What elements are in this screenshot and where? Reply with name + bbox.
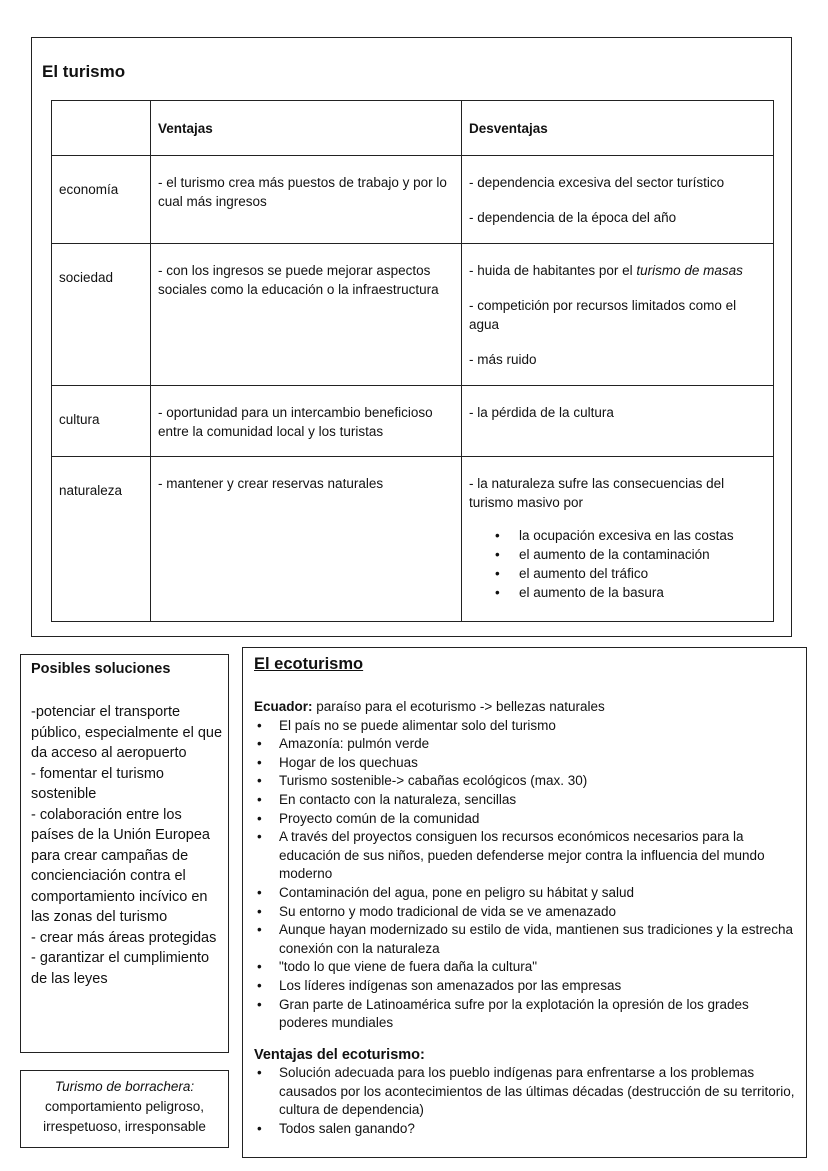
ecotourism-content: [254, 698, 799, 1139]
row-category: cultura: [52, 386, 151, 457]
bullet-list: [469, 526, 766, 602]
list-item: • Solución adecuada para los pueblo indígenas para enfrentarse a los problemas causados por los acontecimientos de las últimas décadas (destrucción de su territorio, cultura de dependencia): [279, 1064, 799, 1120]
list-item: - crear más áreas protegidas: [31, 929, 217, 946]
header-desventajas: Desventajas: [462, 101, 774, 156]
table-row: [52, 156, 774, 244]
desventaja-item: - la naturaleza sufre las consecuencias del turismo masivo por: [469, 476, 725, 510]
list-item: - garantizar el cumplimiento de las leyes: [31, 950, 210, 987]
list-item: • Amazonía: pulmón verde: [279, 735, 799, 754]
desventaja-item: - más ruido: [469, 352, 537, 367]
ecotourism-intro: [254, 698, 799, 717]
list-item: • Hogar de los quechuas: [279, 754, 799, 773]
list-item: -potenciar el transporte público, especialmente el que da acceso al aeropuerto: [31, 704, 223, 761]
table-row: [52, 386, 774, 457]
desventaja-text: - huida de habitantes por el: [469, 263, 637, 278]
row-ventajas: - mantener y crear reservas naturales: [151, 457, 462, 622]
list-item: • A través del proyectos consiguen los recursos económicos necesarios para la educación de sus niños, pueden defenderse mejor contra la influencia del mundo moderno: [279, 828, 799, 884]
table-header-row: [52, 101, 774, 156]
list-item: • Aunque hayan modernizado su estilo de vida, mantienen sus tradiciones y la estrecha conexión con la naturaleza: [279, 921, 799, 958]
table-row: [52, 244, 774, 386]
row-desventajas: [462, 244, 774, 386]
ecotourism-title: El ecoturismo: [254, 655, 364, 673]
desventaja-item: [469, 261, 766, 280]
list-item: • Gran parte de Latinoamérica sufre por la explotación la opresión de los grades poderes mundiales: [279, 996, 799, 1033]
list-item: • Turismo sostenible-> cabañas ecológicos (max. 30): [279, 772, 799, 791]
advantages-table: [51, 100, 774, 622]
list-item: • el aumento de la contaminación: [510, 545, 766, 564]
row-ventajas: - el turismo crea más puestos de trabajo y por lo cual más ingresos: [151, 156, 462, 244]
solutions-title: Posibles soluciones: [31, 661, 171, 677]
header-ventajas: Ventajas: [151, 101, 462, 156]
table-row: [52, 457, 774, 622]
list-item: • la ocupación excesiva en las costas: [510, 526, 766, 545]
row-desventajas: [462, 156, 774, 244]
intro-text: paraíso para el ecoturismo -> bellezas naturales: [312, 699, 605, 714]
ventajas-list: [254, 1064, 799, 1138]
definition-term: Turismo de borrachera:: [54, 1079, 195, 1094]
row-category: naturaleza: [52, 457, 151, 622]
desventaja-item: - dependencia excesiva del sector turístico: [469, 175, 725, 190]
list-item: • Contaminación del agua, pone en peligro su hábitat y salud: [279, 884, 799, 903]
row-desventajas: [462, 386, 774, 457]
solutions-list: [31, 702, 226, 989]
intro-label: Ecuador:: [254, 699, 313, 714]
ecotourism-list: [254, 717, 799, 1033]
list-item: • Proyecto común de la comunidad: [279, 810, 799, 829]
desventaja-item: - competición por recursos limitados como el agua: [469, 298, 737, 332]
row-desventajas: [462, 457, 774, 622]
list-item: • Su entorno y modo tradicional de vida se ve amenazado: [279, 903, 799, 922]
list-item: - colaboración entre los países de la Unión Europea para crear campañas de concienciación contra el comportamiento incívico en las zonas del turismo: [31, 806, 210, 925]
list-item: • En contacto con la naturaleza, sencillas: [279, 791, 799, 810]
row-ventajas: - oportunidad para un intercambio beneficioso entre la comunidad local y los turistas: [151, 386, 462, 457]
row-ventajas: - con los ingresos se puede mejorar aspectos sociales como la educación o la infraestructura: [151, 244, 462, 386]
list-item: • el aumento del tráfico: [510, 564, 766, 583]
list-item: • El país no se puede alimentar solo del turismo: [279, 717, 799, 736]
list-item: • el aumento de la basura: [510, 583, 766, 602]
desventaja-item: - dependencia de la época del año: [469, 210, 677, 225]
desventaja-item: - la pérdida de la cultura: [469, 405, 614, 420]
row-category: economía: [52, 156, 151, 244]
row-category: sociedad: [52, 244, 151, 386]
list-item: • "todo lo que viene de fuera daña la cultura": [279, 958, 799, 977]
list-item: - fomentar el turismo sostenible: [31, 765, 164, 802]
list-item: • Todos salen ganando?: [279, 1120, 799, 1139]
list-item: • Los líderes indígenas son amenazados por las empresas: [279, 977, 799, 996]
header-empty-cell: [52, 101, 151, 156]
ventajas-title: Ventajas del ecoturismo:: [254, 1046, 425, 1063]
desventaja-emphasis: turismo de masas: [636, 263, 743, 278]
definition-body: comportamiento peligroso, irrespetuoso, irresponsable: [43, 1099, 206, 1134]
definition-text: [20, 1077, 229, 1137]
section-title: El turismo: [42, 62, 126, 81]
